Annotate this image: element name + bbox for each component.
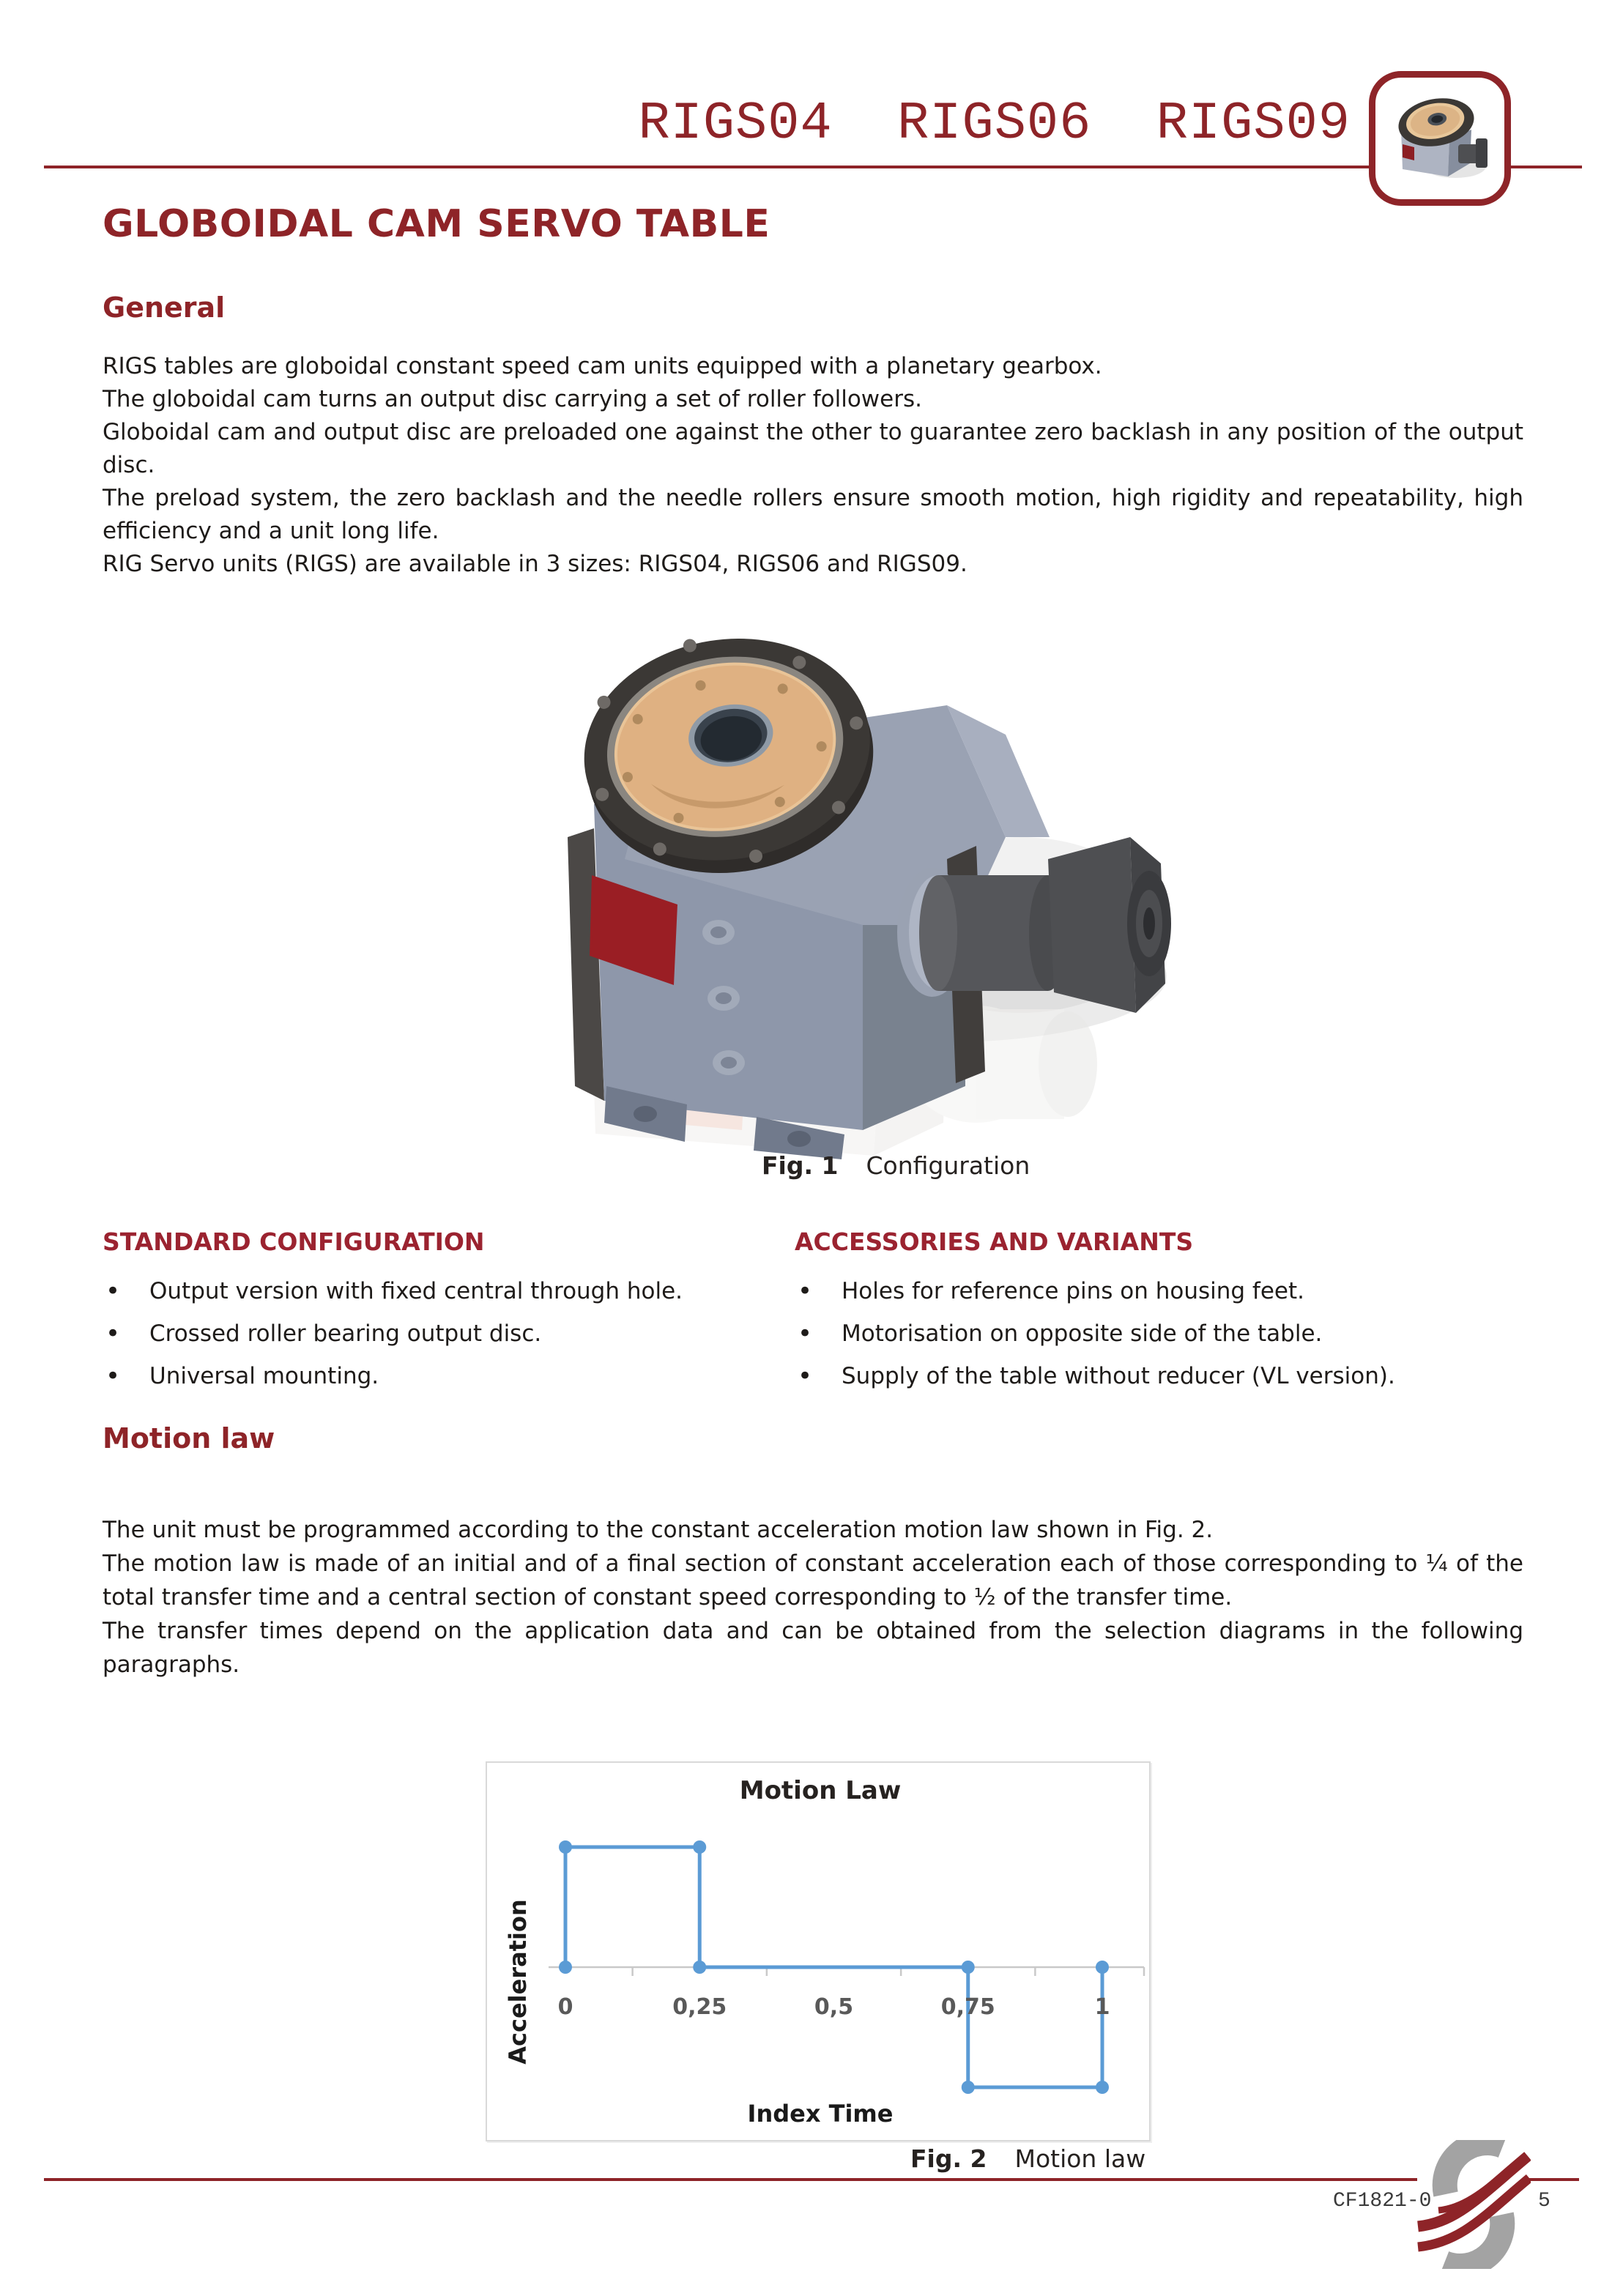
x-tick-label: 0 [557, 1994, 573, 2020]
page-title: GLOBOIDAL CAM SERVO TABLE [103, 202, 770, 246]
paragraph: The transfer times depend on the application data and can be obtained from the selection diagrams in the following paragraphs. [103, 1618, 1523, 1678]
accessories-list [795, 1270, 1527, 1397]
figure2-label: Fig. 2 [910, 2144, 987, 2173]
brand-logo-icon [1416, 2140, 1531, 2269]
x-tick-label: 1 [1094, 1994, 1110, 2020]
list-item: • Crossed roller bearing output disc. [103, 1312, 791, 1355]
footer-rule [44, 2178, 1417, 2181]
accessories-heading: ACCESSORIES AND VARIANTS [795, 1227, 1194, 1256]
paragraph: Globoidal cam and output disc are preloaded one against the other to guarantee zero backlash in any position of the output disc. [103, 419, 1523, 478]
list-item: • Output version with fixed central through hole. [103, 1270, 791, 1312]
x-tick-label: 0,75 [940, 1994, 995, 2020]
list-item: • Supply of the table without reducer (VL version). [795, 1355, 1527, 1397]
paragraph: The globoidal cam turns an output disc carrying a set of roller followers. [103, 386, 922, 412]
brand-logo [1416, 2140, 1531, 2269]
product-photo-fig1 [537, 617, 1196, 1162]
header-rule [44, 166, 1582, 168]
figure1-caption [762, 1151, 1030, 1180]
document-code: CF1821-0 [1333, 2190, 1432, 2213]
paragraph: The unit must be programmed according to the constant acceleration motion law shown in Fig. 2. [103, 1517, 1214, 1543]
list-item: • Universal mounting. [103, 1355, 791, 1397]
paragraph: The preload system, the zero backlash and the needle rollers ensure smooth motion, high rigidity and repeatability, high efficiency and a unit long life. [103, 485, 1523, 544]
figure2-caption [910, 2144, 1145, 2173]
standard-configuration-heading: STANDARD CONFIGURATION [103, 1227, 485, 1256]
list-item: • Motorisation on opposite side of the table. [795, 1312, 1527, 1355]
section-heading-motion-law: Motion law [103, 1422, 275, 1454]
product-thumbnail-image [1385, 87, 1495, 190]
x-tick-label: 0,25 [672, 1994, 727, 2020]
motion-law-chart [486, 1761, 1151, 2141]
figure1-label: Fig. 1 [762, 1151, 839, 1180]
section-heading-general: General [103, 291, 226, 324]
figure1-text: Configuration [866, 1151, 1030, 1180]
x-axis-label: Index Time [747, 2100, 894, 2128]
footer-rule-right [1525, 2178, 1579, 2181]
chart-plot-area [487, 1763, 1149, 2140]
page-number: 5 [1538, 2190, 1550, 2213]
figure2-text: Motion law [1014, 2144, 1146, 2173]
paragraph: RIG Servo units (RIGS) are available in 3 sizes: RIGS04, RIGS06 and RIGS09. [103, 551, 968, 577]
paragraph: The motion law is made of an initial and of a final section of constant acceleration each of those corresponding to ¼ of the total transfer time and a central section of constant speed corresponding to ½ of the transfer time. [103, 1550, 1523, 1610]
product-codes-title: RIGS04 RIGS06 RIGS09 [638, 94, 1351, 154]
paragraph: RIGS tables are globoidal constant speed cam units equipped with a planetary gearbox. [103, 353, 1102, 379]
general-paragraphs [103, 350, 1523, 581]
list-item: • Holes for reference pins on housing feet. [795, 1270, 1527, 1312]
y-axis-label: Acceleration [504, 1899, 532, 2065]
chart-title: Motion Law [739, 1776, 902, 1805]
motion-law-paragraphs [103, 1513, 1523, 1682]
standard-configuration-list [103, 1270, 791, 1397]
x-tick-label: 0,5 [814, 1994, 854, 2020]
product-badge [1369, 71, 1511, 206]
